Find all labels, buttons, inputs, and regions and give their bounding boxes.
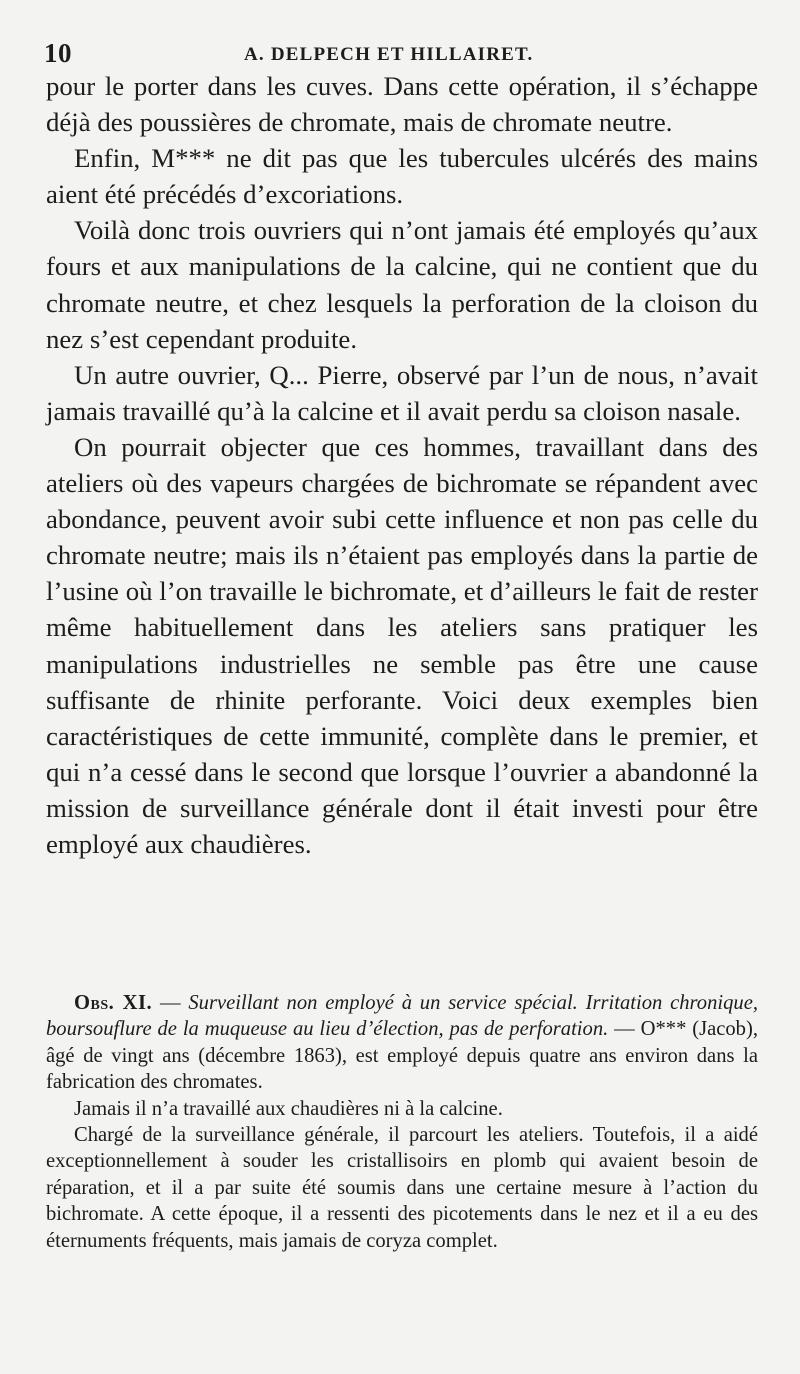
paragraph: Enfin, M*** ne dit pas que les tubercules ulcérés des mains aient été précédés d’excoriations. [46, 143, 758, 210]
observation-intro-text: — O*** (Jacob), âgé de vingt ans (décembre 1863), est employé depuis quatre ans environ dans la fabrication des chromates. [46, 1018, 758, 1094]
paragraph: Voilà donc trois ouvriers qui n’ont jamais été employés qu’aux fours et aux manipulations de la calcine, qui ne contient que du chromate neutre, et chez lesquels la perforation de la cloison du nez s’est cependant produite. [46, 215, 758, 354]
paragraph-continuation: pour le porter dans les cuves. Dans cette opération, il s’échappe déjà des poussières de chromate, mais de chromate neutre. [46, 71, 758, 138]
main-text [46, 68, 758, 862]
observation-label: Obs. XI. [74, 992, 153, 1014]
running-head: A. DELPECH ET HILLAIRET. [244, 44, 534, 65]
paragraph: On pourrait objecter que ces hommes, travaillant dans des ateliers où des vapeurs chargées de bichromate se répandent avec abondance, peuvent avoir subi cette influence et non pas celle du chromate neutre; mais ils n’étaient pas employés dans la partie de l’usine où l’on travaille le bichromate, et d’ailleurs le fait de rester même habituellement dans les ateliers sans pratiquer les manipulations industrielles ne semble pas être une cause suffisante de rhinite perforante. Voici deux exemples bien caractéristiques de cette immunité, complète dans le premier, et qui n’a cessé dans le second que lorsque l’ouvrier a abandonné la mission de surveillance générale dont il était investi pour être employé aux chaudières. [46, 431, 758, 859]
paragraph: Un autre ouvrier, Q... Pierre, observé par l’un de nous, n’avait jamais travaillé qu’à la calcine et il avait perdu sa cloison nasale. [46, 359, 758, 426]
observation-title: Surveillant non employé à un service spécial. Irritation chronique, boursouflure de la muqueuse au lieu d’élection, pas de perforation. [46, 992, 758, 1041]
observation-intro [46, 990, 758, 1096]
page-number: 10 [44, 38, 72, 68]
observation-dash: — [152, 992, 189, 1014]
observation-paragraph: Chargé de la surveillance générale, il parcourt les ateliers. Toutefois, il a aidé exceptionnellement à souder les cristallisoirs en plomb qui avaient besoin de réparation, et il a par suite été soumis dans une certaine mesure à l’action du bichromate. A cette époque, il a ressenti des picotements dans le nez et il a eu des éternuments fréquents, mais jamais de coryza complet. [46, 1124, 758, 1252]
observation-paragraph: Jamais il n’a travaillé aux chaudières ni à la calcine. [74, 1097, 503, 1120]
observation-block [46, 990, 758, 1254]
page-header [44, 38, 752, 72]
